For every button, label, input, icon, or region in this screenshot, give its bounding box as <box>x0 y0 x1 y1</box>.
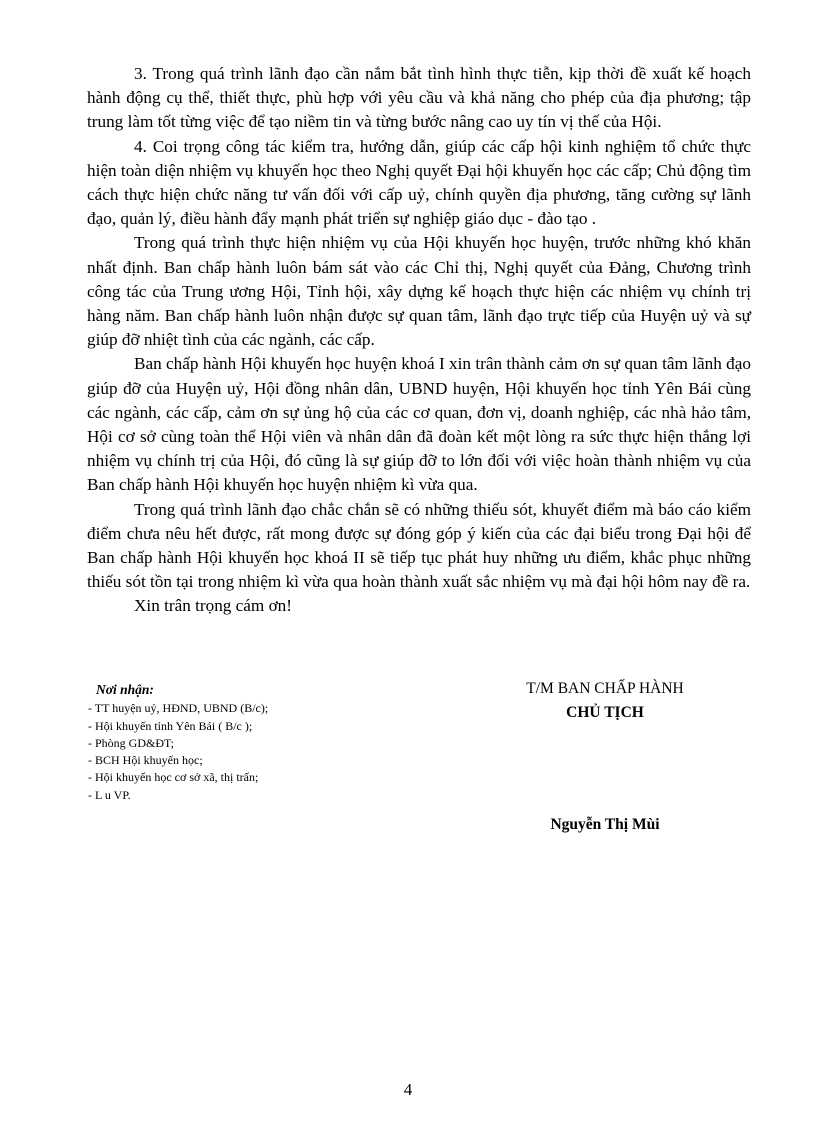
recipient-item: - TT huyện uỷ, HĐND, UBND (B/c); <box>88 701 269 716</box>
recipient-item: - Hội khuyến tỉnh Yên Bái ( B/c ); <box>88 718 253 733</box>
body-text <box>87 62 751 619</box>
signature-on-behalf: T/M BAN CHẤP HÀNH <box>526 680 684 697</box>
recipient-item: - Phòng GD&ĐT; <box>88 735 175 750</box>
signature-block <box>480 677 730 725</box>
recipient-item: - Hội khuyến học cơ sở xã, thị trấn; <box>88 770 259 785</box>
signature-role: CHỦ TỊCH <box>566 704 644 721</box>
paragraph-shortcomings: Trong quá trình lãnh đạo chắc chắn sẽ có những thiếu sót, khuyết điểm mà báo cáo kiểm điểm chưa nêu hết được, rất mong được sự đóng góp ý kiến của các đại biểu trong Đại hội để Ban chấp hành Hội khuyến học khoá II sẽ tiếp tục phát huy những ưu điểm, khắc phục những thiếu sót tồn tại trong nhiệm kì vừa qua hoàn thành xuất sắc nhiệm vụ mà đại hội hôm nay đề ra. <box>87 499 751 592</box>
paragraph-4: 4. Coi trọng công tác kiểm tra, hướng dẫn, giúp các cấp hội kinh nghiệm tổ chức thực hiện toàn diện nhiệm vụ khuyến học theo Nghị quyết Đại hội khuyến học các cấp; Chủ động tìm cách thực hiện chức năng tư vấn đối với cấp uỷ, chính quyền địa phương, tăng cường sự lãnh đạo, quản lý, điều hành đẩy mạnh phát triển sự nghiệp giáo dục - đào tạo . <box>87 136 751 229</box>
page-number: 4 <box>403 1080 413 1099</box>
paragraph-closing: Xin trân trọng cám ơn! <box>134 596 293 616</box>
signer-name: Nguyễn Thị Mùi <box>550 816 660 833</box>
recipient-item: - L u VP. <box>88 787 131 802</box>
recipients-heading: Nơi nhận: <box>96 682 154 697</box>
paragraph-implementation: Trong quá trình thực hiện nhiệm vụ của Hội khuyến học huyện, trước những khó khăn nhất định. Ban chấp hành luôn bám sát vào các Chỉ thị, Nghị quyết của Đảng, Chương trình công tác của Trung ương Hội, Tỉnh hội, xây dựng kế hoạch thực hiện các nhiệm vụ chính trị hàng năm. Ban chấp hành luôn nhận được sự quan tâm, lãnh đạo trực tiếp của Huyện uỷ và sự giúp đỡ nhiệt tình của các ngành, các cấp. <box>87 233 751 350</box>
paragraph-3: 3. Trong quá trình lãnh đạo cần nắm bắt tình hình thực tiễn, kịp thời đề xuất kế hoạch hành động cụ thể, thiết thực, phù hợp với yêu cầu và khả năng cho phép của địa phương; tập trung làm tốt từng việc để tạo niềm tin và từng bước nâng cao uy tín vị thế của Hội. <box>87 64 751 132</box>
paragraph-thanks: Ban chấp hành Hội khuyến học huyện khoá I xin trân thành cảm ơn sự quan tâm lãnh đạo giúp đỡ của Huyện uỷ, Hội đồng nhân dân, UBND huyện, Hội khuyến học tỉnh Yên Bái cùng các ngành, các cấp, cảm ơn sự ủng hộ của các cơ quan, đơn vị, doanh nghiệp, các nhà hảo tâm, Hội cơ sở cùng toàn thể Hội viên và nhân dân đã đoàn kết một lòng ra sức thực hiện thắng lợi nhiệm vụ chính trị của Hội, đó cũng là sự giúp đỡ to lớn đối với việc hoàn thành nhiệm vụ của Ban chấp hành Hội khuyến học huyện nhiệm kì vừa qua. <box>87 354 751 495</box>
recipient-item: - BCH Hội khuyến học; <box>88 753 203 768</box>
recipients-block <box>88 681 418 804</box>
